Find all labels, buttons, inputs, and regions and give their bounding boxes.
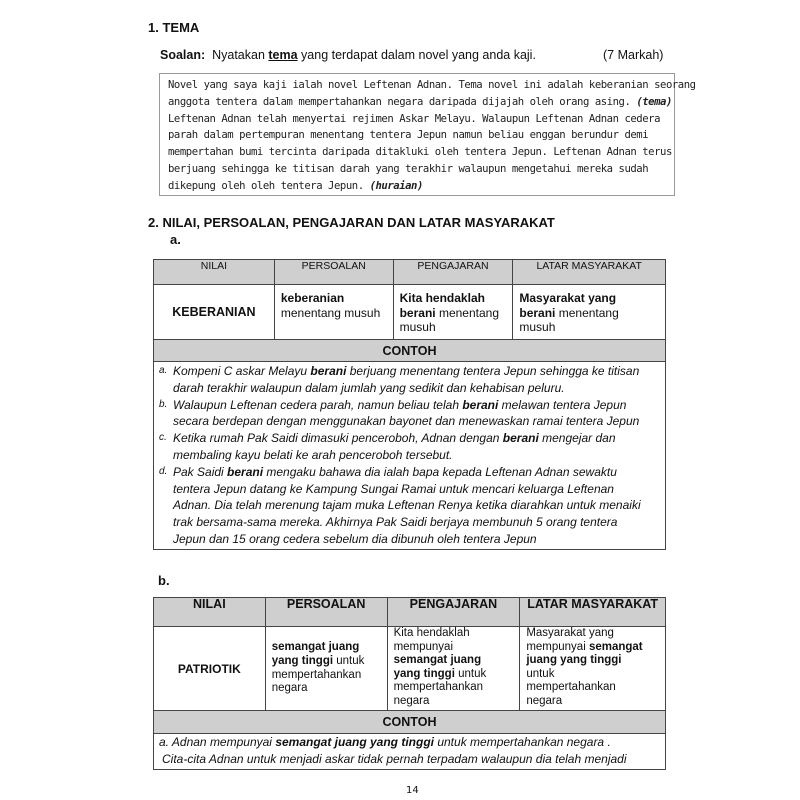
soalan-keyword: tema	[268, 48, 298, 62]
persoalan-cell: keberanian menentang musuh	[274, 285, 393, 340]
header-persoalan: PERSOALAN	[274, 260, 393, 285]
soalan-post: yang terdapat dalam novel yang anda kaji.	[297, 48, 536, 62]
soalan-line	[160, 48, 536, 62]
nilai-patriotik: PATRIOTIK	[154, 627, 266, 711]
pengajaran-cell: Kita hendaklah berani menentang musuh	[393, 285, 513, 340]
soalan-pre: Nyatakan	[212, 48, 269, 62]
header-latar: LATAR MASYARAKAT	[520, 598, 666, 627]
examples-row	[154, 734, 666, 770]
marks: (7 Markah)	[603, 48, 664, 62]
examples-cell: a. Adnan mempunyai semangat juang yang tinggi untuk mempertahankan negara . Cita-cita Adnan untuk menjadi askar tidak pernah terpadam walaupun dia telah menjadi	[154, 734, 666, 770]
sub-label-b: b.	[158, 573, 170, 588]
soalan-label: Soalan:	[160, 48, 206, 62]
pengajaran-cell: Kita hendaklah mempunyai semangat juang yang tinggi untuk mempertahankan negara	[387, 627, 520, 711]
tag-tema: (tema)	[636, 95, 672, 108]
answer-line: parah dalam pertempuran menentang tentera Jepun namun beliau enggan berundur demi	[168, 129, 649, 142]
header-nilai: NILAI	[154, 598, 266, 627]
answer-line: Novel yang saya kaji ialah novel Leftenan Adnan. Tema novel ini adalah keberanian seorang	[168, 79, 696, 91]
header-pengajaran: PENGAJARAN	[393, 260, 513, 285]
contoh-row	[154, 711, 666, 734]
example-item: d. Pak Saidi berani mengaku bahawa dia ialah bapa kepada Leftenan Adnan sewaktu tentera Jepun datang ke Kampung Sungai Ramai untuk mencari keluarga Leftenan Adnan. Dia telah merenung tajam muka Leftenan Renya ketika diarahkan untuk menaiki trak bersama-sama mereka. Akhirnya Pak Saidi berjaya membunuh 5 orang tentera Jepun dan 15 orang cedera sebelum dia dibunuh oleh tentera Jepun	[159, 464, 641, 546]
latar-cell: Masyarakat yang berani menentang musuh	[513, 285, 666, 340]
answer-box	[159, 73, 696, 196]
latar-cell: Masyarakat yang mempunyai semangat juang yang tinggi untuk mempertahankan negara	[520, 627, 666, 711]
example-item: b. Walaupun Leftenan cedera parah, namun beliau telah berani melawan tentera Jepun secara berdepan dengan menggunakan bayonet dan menewaskan ramai tentera Jepun	[159, 397, 640, 429]
contoh-label: CONTOH	[154, 711, 666, 734]
examples-row	[154, 362, 666, 550]
answer-line: mempertahan bumi tercinta daripada ditakluki oleh tentera Jepun. Leftenan Adnan terus	[168, 146, 672, 159]
sub-label-a: a.	[170, 232, 181, 247]
table-b-header	[154, 598, 666, 627]
answer-line: dikepung oleh oleh tentera Jepun. (huraian)	[168, 179, 423, 192]
example-continuation: Cita-cita Adnan untuk menjadi askar tidak pernah terpadam walaupun dia telah menjadi	[162, 752, 627, 766]
example-item: a. Kompeni C askar Melayu berani berjuang menentang tentera Jepun sehingga ke titisan darah terakhir walaupun dalam jumlah yang sedikit dan kehabisan peluru.	[159, 364, 640, 395]
table-b	[153, 597, 666, 770]
examples-cell	[154, 362, 666, 550]
header-persoalan: PERSOALAN	[265, 598, 387, 627]
example-label: a.	[159, 735, 170, 749]
nilai-keberanian: KEBERANIAN	[154, 285, 275, 340]
table-a-header	[154, 260, 666, 285]
header-pengajaran: PENGAJARAN	[387, 598, 520, 627]
table-a-row	[154, 285, 666, 340]
tag-huraian: (huraian)	[369, 179, 423, 192]
header-latar: LATAR MASYARAKAT	[513, 260, 666, 285]
persoalan-cell: semangat juang yang tinggi untuk mempertahankan negara	[265, 627, 387, 711]
table-b-row	[154, 627, 666, 711]
section-1-title: 1. TEMA	[148, 20, 200, 35]
answer-line: berjuang sehingga ke titisan darah yang terakhir walaupun mengetahui mereka sudah	[168, 162, 649, 175]
table-a	[153, 259, 666, 550]
header-nilai: NILAI	[154, 260, 275, 285]
contoh-row	[154, 340, 666, 362]
page-number: 14	[406, 785, 419, 796]
example-item: c. Ketika rumah Pak Saidi dimasuki penceroboh, Adnan dengan berani mengejar dan membaling kayu belati ke arah penceroboh tersebut.	[159, 431, 616, 462]
answer-line: anggota tentera dalam mempertahankan negara daripada dijajah oleh orang asing. (tema)	[168, 95, 672, 108]
contoh-label: CONTOH	[154, 340, 666, 362]
answer-line: Leftenan Adnan telah menyertai rejimen Askar Melayu. Walaupun Leftenan Adnan cedera	[168, 112, 661, 125]
section-2-title: 2. NILAI, PERSOALAN, PENGAJARAN DAN LATAR MASYARAKAT	[148, 215, 555, 230]
